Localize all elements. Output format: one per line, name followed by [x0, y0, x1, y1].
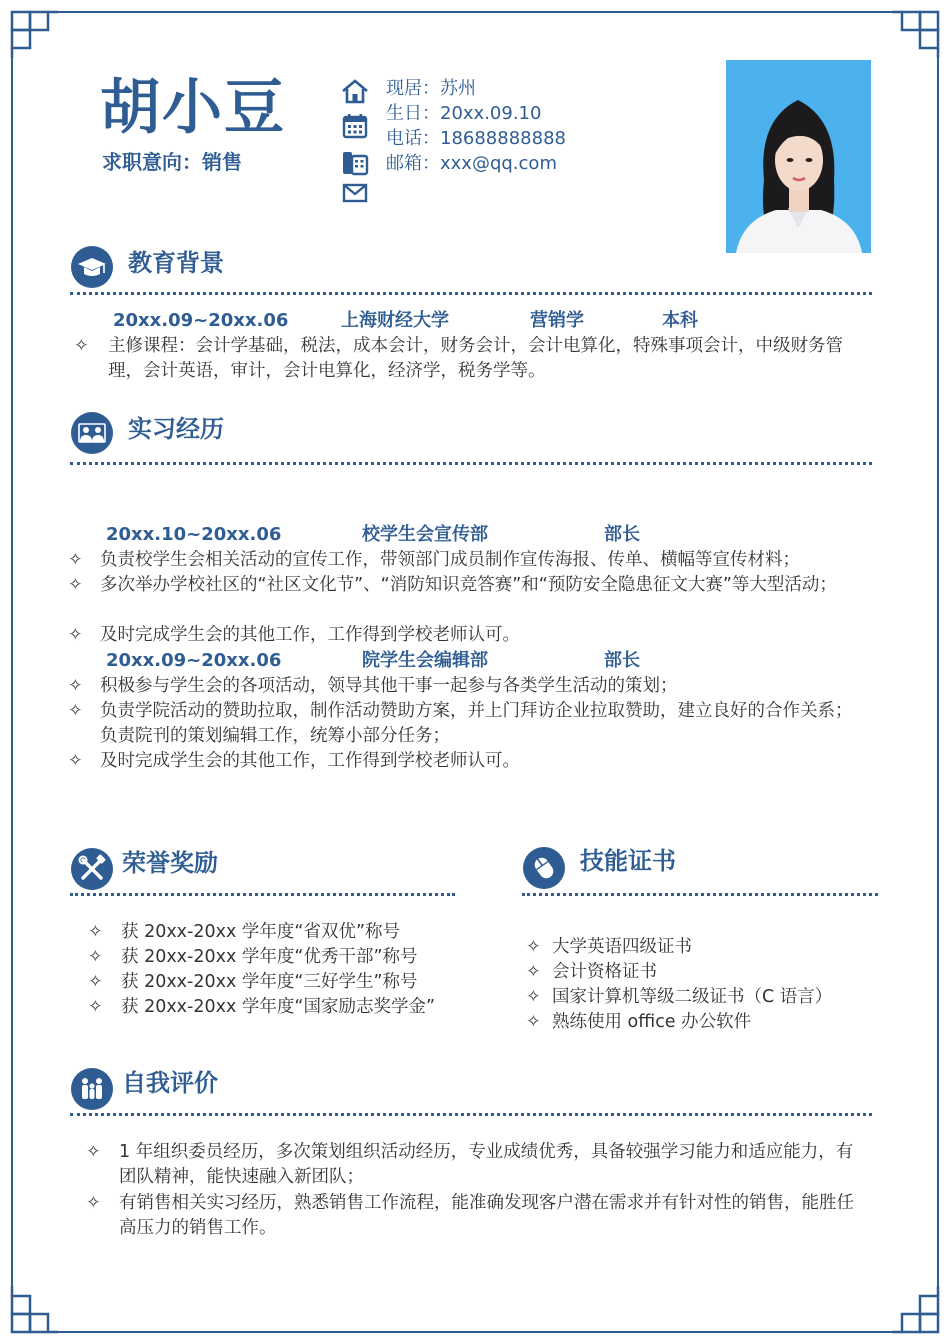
education-school: 上海财经大学	[341, 310, 449, 331]
bullet-icon: ✧	[68, 575, 83, 595]
education-degree: 本科	[662, 310, 698, 331]
bullet-icon: ✧	[526, 937, 541, 957]
contact-phone: 电话：18688888888	[386, 128, 566, 149]
bullet-icon: ✧	[88, 947, 103, 967]
phone-icon	[340, 150, 370, 176]
corner-ornament	[10, 1284, 60, 1334]
bullet-icon: ✧	[74, 336, 89, 356]
internship-period: 20xx.09~20xx.06	[106, 650, 282, 671]
list-item: ✧ 有销售相关实习经历，熟悉销售工作流程，能准确发现客户潜在需求并有针对性的销售，能胜任高压力的销售工作。	[86, 1193, 854, 1238]
bullet-icon: ✧	[526, 1012, 541, 1032]
contact-address: 现居：苏州	[386, 78, 476, 99]
bullet-icon: ✧	[88, 972, 103, 992]
section-divider	[70, 462, 872, 465]
graduation-cap-icon	[70, 245, 114, 289]
list-item: ✧ 获 20xx-20xx 学年度“优秀干部”称号	[88, 945, 468, 970]
team-icon	[70, 411, 114, 455]
bullet-icon: ✧	[526, 962, 541, 982]
tools-icon	[70, 847, 114, 891]
bullet-icon: ✧	[86, 1193, 101, 1213]
list-item: ✧ 获 20xx-20xx 学年度“三好学生”称号	[88, 970, 468, 995]
list-item: ✧ 多次举办学校社区的“社区文化节”、“消防知识竞答赛”和“预防安全隐患征文大赛”等大型活动；	[68, 573, 868, 598]
internship-role: 部长	[604, 650, 640, 671]
people-icon	[70, 1067, 114, 1111]
section-divider	[70, 1113, 872, 1116]
list-item: ✧ 负责学院活动的赞助拉取，制作活动赞助方案，并上门拜访企业拉取赞助，建立良好的合作关系；负责院刊的策划编辑工作，统筹小部分任务；	[68, 701, 853, 746]
contact-info	[386, 76, 566, 176]
list-item: ✧ 及时完成学生会的其他工作，工作得到学校老师认可。	[68, 623, 868, 648]
list-item: ✧ 会计资格证书	[526, 960, 876, 985]
list-item: ✧ 大学英语四级证书	[526, 935, 876, 960]
corner-ornament	[10, 10, 60, 60]
bullet-icon: ✧	[68, 550, 83, 570]
section-title-skills: 技能证书	[580, 847, 676, 875]
internship-org: 院学生会编辑部	[362, 650, 488, 671]
section-divider	[70, 893, 455, 896]
bullet-icon: ✧	[88, 997, 103, 1017]
list-item: ✧ 1 年组织委员经历，多次策划组织活动经历，专业成绩优秀，具备较强学习能力和适应能力，有团队精神，能快速融入新团队；	[86, 1142, 854, 1187]
contact-email[interactable]: 邮箱：xxx@qq.com	[386, 153, 557, 174]
section-divider	[70, 292, 872, 295]
bullet-icon: ✧	[88, 922, 103, 942]
section-title-self-eval: 自我评价	[122, 1069, 218, 1097]
candidate-name: 胡小豆	[100, 73, 286, 143]
internship-role: 部长	[604, 524, 640, 545]
bullet-icon: ✧	[526, 987, 541, 1007]
profile-photo	[726, 60, 871, 253]
home-icon	[340, 78, 370, 104]
section-title-internship: 实习经历	[128, 415, 224, 443]
corner-ornament	[890, 1284, 940, 1334]
education-period: 20xx.09~20xx.06	[113, 310, 289, 331]
bullet-icon: ✧	[68, 751, 83, 771]
internship-period: 20xx.10~20xx.06	[106, 524, 282, 545]
corner-ornament	[890, 10, 940, 60]
list-item: ✧ 国家计算机等级二级证书（C 语言）	[526, 985, 876, 1010]
list-item: ✧ 负责校学生会相关活动的宣传工作，带领部门成员制作宣传海报、传单、横幅等宣传材料；	[68, 548, 868, 573]
contact-birthday: 生日：20xx.09.10	[386, 103, 542, 124]
list-item: ✧ 熟练使用 office 办公软件	[526, 1010, 876, 1035]
list-item: ✧ 获 20xx-20xx 学年度“国家励志奖学金”	[88, 995, 468, 1020]
bullet-icon: ✧	[68, 676, 83, 696]
list-item: ✧ 主修课程：会计学基础，税法，成本会计，财务会计，会计电算化，特殊事项会计，中级财务管理，会计英语，审计，会计电算化，经济学，税务学等。	[74, 336, 843, 381]
list-item: ✧ 及时完成学生会的其他工作，工作得到学校老师认可。	[68, 749, 868, 774]
list-item: ✧ 获 20xx-20xx 学年度“省双优”称号	[88, 920, 468, 945]
mail-icon	[340, 180, 370, 206]
mouse-icon	[522, 846, 566, 890]
education-major: 营销学	[530, 310, 584, 331]
section-title-honors: 荣誉奖励	[122, 849, 218, 877]
list-item: ✧ 积极参与学生会的各项活动，领导其他干事一起参与各类学生活动的策划；	[68, 674, 868, 699]
bullet-icon: ✧	[86, 1142, 101, 1162]
section-divider	[522, 893, 878, 896]
section-title-education: 教育背景	[128, 249, 224, 277]
job-objective: 求职意向：销售	[102, 150, 242, 174]
calendar-icon	[340, 113, 370, 139]
internship-org: 校学生会宣传部	[362, 524, 488, 545]
bullet-icon: ✧	[68, 625, 83, 645]
bullet-icon: ✧	[68, 701, 83, 721]
